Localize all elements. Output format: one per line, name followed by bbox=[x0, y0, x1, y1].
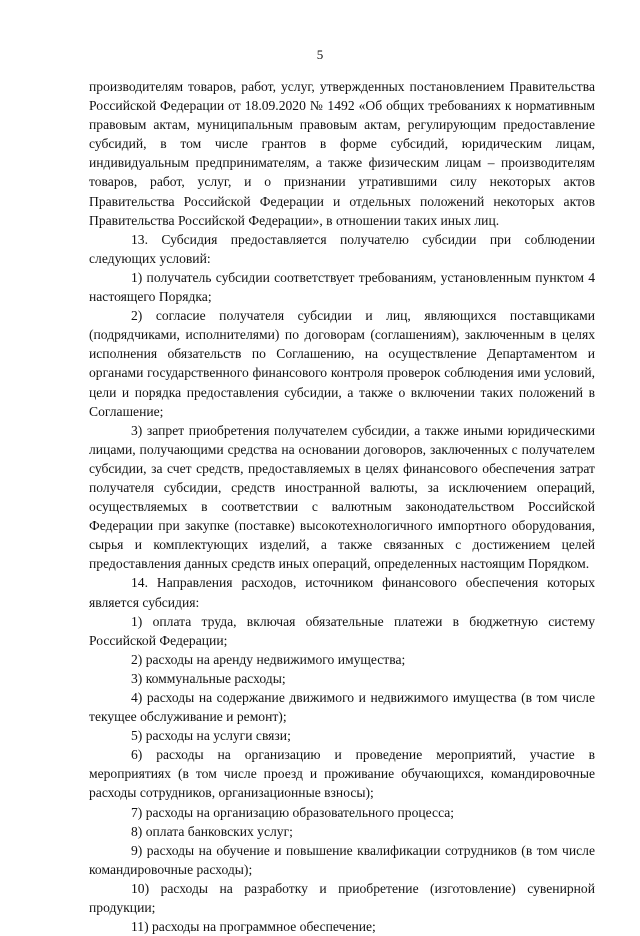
paragraph-clause-14-item-9: 9) расходы на обучение и повышение квалификации сотрудников (в том числе командировочные расходы); bbox=[89, 842, 595, 877]
paragraph-clause-13: 13. Субсидия предоставляется получателю субсидии при соблюдении следующих условий: bbox=[89, 231, 595, 266]
paragraph-continuation: производителям товаров, работ, услуг, утвержденных постановлением Правительства Российской Федерации от 18.09.2020 № 1492 «Об общих требованиях к нормативным правовым актам, муниципальным правовым актам, регулирующим предоставление субсидий, в том числе грантов в форме субсидий, юридическим лицам, индивидуальным предпринимателям, а также физическим лицам – производителям товаров, работ, услуг, и о признании утратившими силу некоторых актов Правительства Российской Федерации и отдельных положений некоторых актов Правительства Российской Федерации», в отношении таких иных лиц. bbox=[89, 79, 595, 228]
document-body bbox=[89, 77, 595, 936]
paragraph-clause-13-item-2: 2) согласие получателя субсидии и лиц, являющихся поставщиками (подрядчиками, исполнителями) по договорам (соглашениям), заключенным в целях исполнения обязательств по Соглашению, на осуществление Департаментом и органами государственного финансового контроля проверок соблюдения ими условий, цели и порядка предоставления субсидии, а также о включении таких положений в Соглашение; bbox=[89, 308, 595, 419]
page-number: 5 bbox=[316, 47, 324, 62]
paragraph-clause-14-item-2: 2) расходы на аренду недвижимого имущества; bbox=[131, 651, 406, 667]
paragraph-clause-14-item-8: 8) оплата банковских услуг; bbox=[131, 823, 293, 839]
paragraph-clause-14-item-1: 1) оплата труда, включая обязательные платежи в бюджетную систему Российской Федерации; bbox=[89, 613, 595, 648]
paragraph-clause-14-item-3: 3) коммунальные расходы; bbox=[131, 670, 286, 686]
paragraph-clause-14-item-5: 5) расходы на услуги связи; bbox=[131, 728, 291, 744]
paragraph-clause-13-item-1: 1) получатель субсидии соответствует требованиям, установленным пунктом 4 настоящего Порядка; bbox=[89, 269, 595, 305]
paragraph-clause-14-item-4: 4) расходы на содержание движимого и недвижимого имущества (в том числе текущее обслуживание и ремонт); bbox=[89, 690, 595, 725]
paragraph-clause-14-item-10: 10) расходы на разработку и приобретение (изготовление) сувенирной продукции; bbox=[89, 880, 595, 916]
paragraph-clause-14: 14. Направления расходов, источником финансового обеспечения которых является субсидия: bbox=[89, 575, 595, 610]
paragraph-clause-13-item-3: 3) запрет приобретения получателем субсидии, а также иными юридическими лицами, получающими средства на основании договоров, заключенных с получателем субсидии, за счет средств, предоставляемых в целях финансового обеспечения затрат получателя субсидии, средств иностранной валюты, за исключением операций, осуществляемых в соответствии с валютным законодательством Российской Федерации при закупке (поставке) высокотехнологичного импортного оборудования, сырья и комплектующих изделий, а также связанных с достижением целей предоставления данных средств иных операций, определенных настоящим Порядком. bbox=[89, 422, 595, 572]
paragraph-clause-14-item-11: 11) расходы на программное обеспечение; bbox=[131, 919, 376, 935]
paragraph-clause-14-item-6: 6) расходы на организацию и проведение мероприятий, участие в мероприятиях (в том числе проезд и проживание обучающихся, командировочные расходы сотрудников, организационные взносы); bbox=[89, 747, 595, 801]
paragraph-clause-14-item-7: 7) расходы на организацию образовательного процесса; bbox=[131, 804, 455, 820]
